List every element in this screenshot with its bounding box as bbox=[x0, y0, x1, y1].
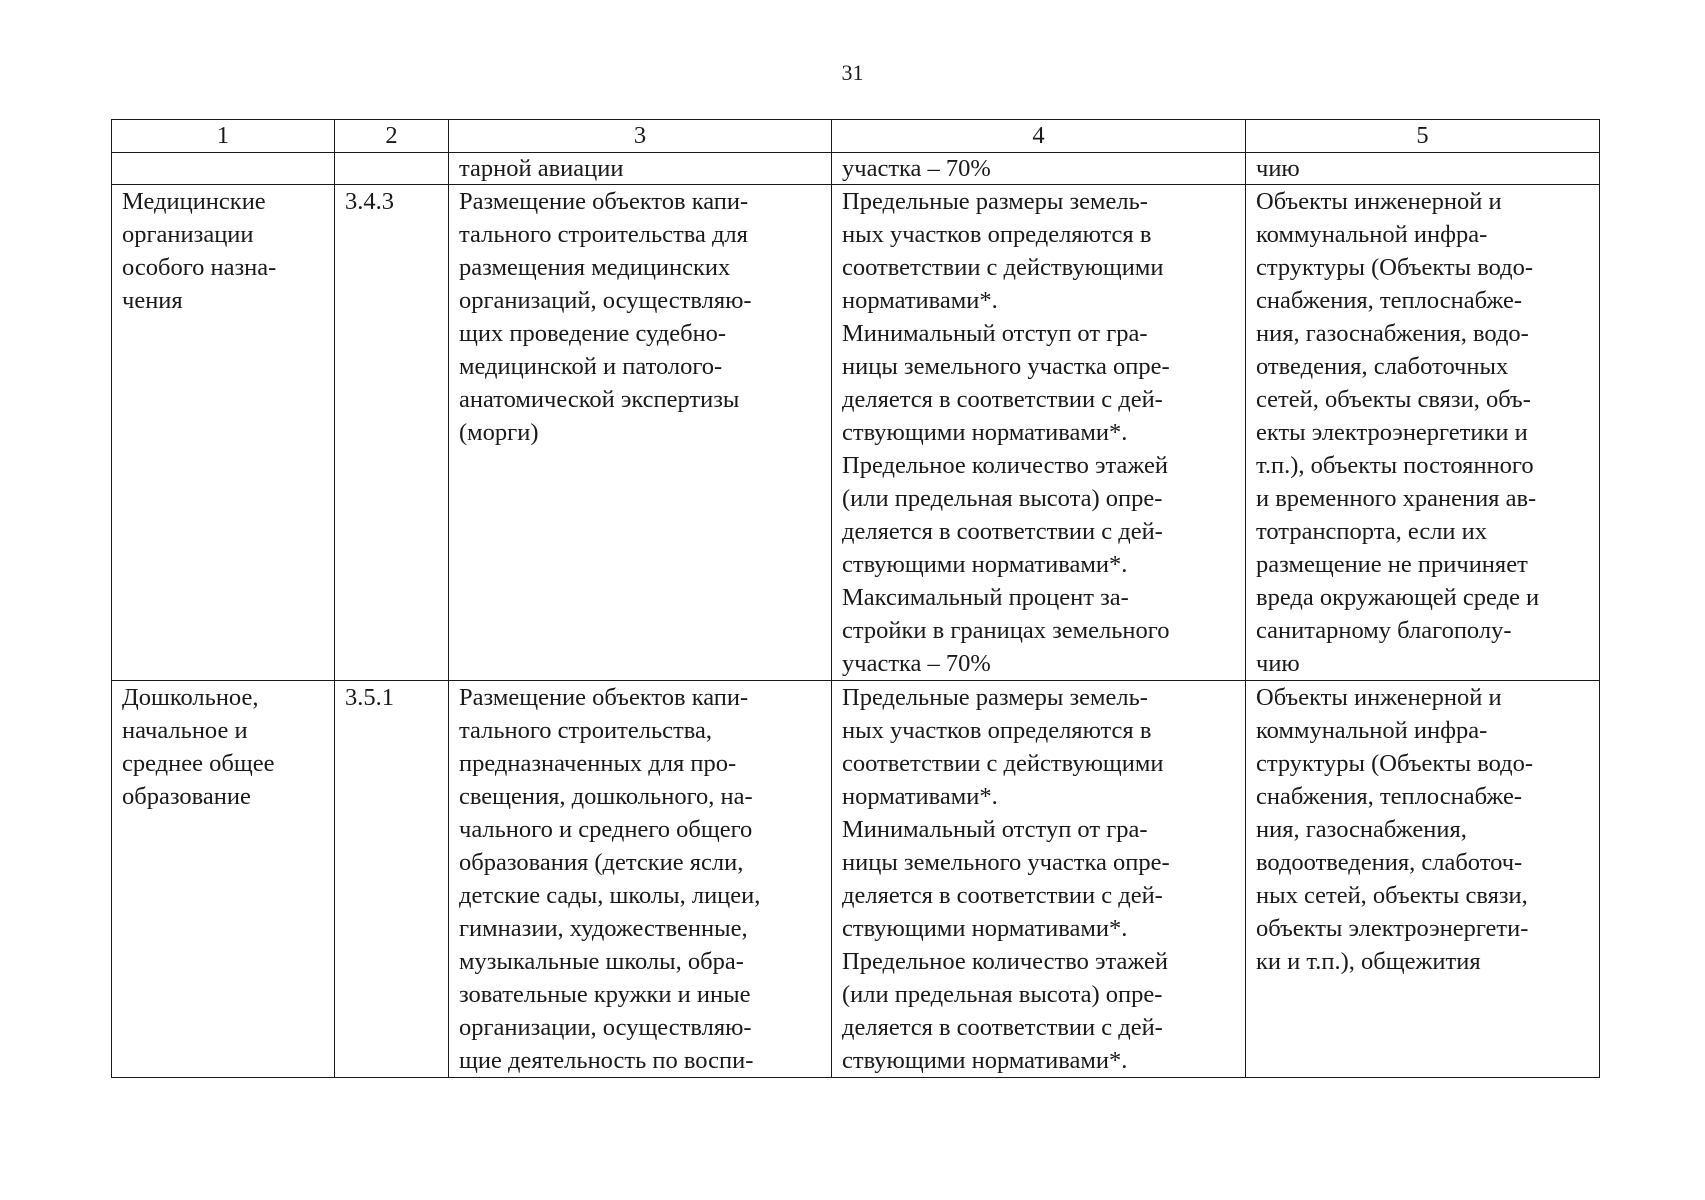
text-line: среднее общее bbox=[122, 750, 275, 777]
text-line: Минимальный отступ от гра- bbox=[842, 320, 1148, 347]
use-type-auxiliary bbox=[1246, 185, 1600, 681]
text-line: коммунальной инфра- bbox=[1256, 717, 1488, 744]
text-line: ствующими нормативами*. bbox=[842, 419, 1128, 446]
use-type-code: 3.4.3 bbox=[335, 185, 449, 681]
header-col-3: 3 bbox=[449, 120, 832, 153]
text-line: стройки в границах земельного bbox=[842, 617, 1170, 644]
text-line: предназначенных для про- bbox=[459, 750, 737, 777]
text-line: организации bbox=[122, 221, 254, 248]
text-line: Размещение объектов капи- bbox=[459, 188, 749, 215]
text-line: Предельное количество этажей bbox=[842, 948, 1168, 975]
text-line: тального строительства, bbox=[459, 717, 712, 744]
text-line: деляется в соответствии с дей- bbox=[842, 1014, 1163, 1041]
header-col-2: 2 bbox=[335, 120, 449, 153]
text-line: снабжения, теплоснабже- bbox=[1256, 783, 1523, 810]
text-line: коммунальной инфра- bbox=[1256, 221, 1488, 248]
text-line: детские сады, школы, лицеи, bbox=[459, 882, 761, 909]
text-line: ния, газоснабжения, bbox=[1256, 816, 1467, 843]
text-line: соответствии с действующими bbox=[842, 254, 1164, 281]
use-type-description bbox=[449, 681, 832, 1078]
text-line: гимназии, художественные, bbox=[459, 915, 748, 942]
text-line: Объекты инженерной и bbox=[1256, 684, 1502, 711]
use-type-auxiliary bbox=[1246, 681, 1600, 1078]
text-line: ницы земельного участка опре- bbox=[842, 849, 1170, 876]
text-line: структуры (Объекты водо- bbox=[1256, 254, 1534, 281]
text-line: отведения, слаботочных bbox=[1256, 353, 1509, 380]
text-line: деляется в соответствии с дей- bbox=[842, 882, 1163, 909]
text-line: и временного хранения ав- bbox=[1256, 485, 1537, 512]
text-line: тотранспорта, если их bbox=[1256, 518, 1488, 545]
text-line: образования (детские ясли, bbox=[459, 849, 744, 876]
text-line: Предельные размеры земель- bbox=[842, 188, 1148, 215]
table-header-row bbox=[112, 120, 1600, 153]
text-line: зовательные кружки и иные bbox=[459, 981, 751, 1008]
text-line: ных участков определяются в bbox=[842, 221, 1152, 248]
text-line: чения bbox=[122, 287, 183, 314]
text-line: водоотведения, слаботоч- bbox=[1256, 849, 1523, 876]
continuation-cell-2 bbox=[335, 153, 449, 185]
page-number: 31 bbox=[841, 60, 864, 85]
text-line: деляется в соответствии с дей- bbox=[842, 386, 1163, 413]
text-line: ствующими нормативами*. bbox=[842, 551, 1128, 578]
text-line: Медицинские bbox=[122, 188, 266, 215]
text-line: чию bbox=[1256, 650, 1300, 677]
text-line: Предельные размеры земель- bbox=[842, 684, 1148, 711]
text-line: организации, осуществляю- bbox=[459, 1014, 752, 1041]
text-line: Дошкольное, bbox=[122, 684, 259, 711]
use-type-name bbox=[112, 185, 335, 681]
table-row bbox=[112, 681, 1600, 1078]
use-type-parameters bbox=[832, 185, 1246, 681]
text-line: музыкальные школы, обра- bbox=[459, 948, 744, 975]
use-type-parameters bbox=[832, 681, 1246, 1078]
text-line: вреда окружающей среде и bbox=[1256, 584, 1540, 611]
text-line: размещение не причиняет bbox=[1256, 551, 1528, 578]
use-type-code: 3.5.1 bbox=[335, 681, 449, 1078]
text-line: ных сетей, объекты связи, bbox=[1256, 882, 1528, 909]
text-line: соответствии с действующими bbox=[842, 750, 1164, 777]
land-use-table bbox=[111, 119, 1600, 1078]
use-type-name bbox=[112, 681, 335, 1078]
text-line: особого назна- bbox=[122, 254, 277, 281]
text-line: анатомической экспертизы bbox=[459, 386, 740, 413]
text-line: объекты электроэнергети- bbox=[1256, 915, 1529, 942]
continuation-cell-3: тарной авиации bbox=[449, 153, 832, 185]
text-line: свещения, дошкольного, на- bbox=[459, 783, 753, 810]
text-line: Объекты инженерной и bbox=[1256, 188, 1502, 215]
text-line: щих проведение судебно- bbox=[459, 320, 727, 347]
text-line: начальное и bbox=[122, 717, 248, 744]
text-line: (морги) bbox=[459, 419, 539, 446]
text-line: санитарному благополу- bbox=[1256, 617, 1512, 644]
text-line: нормативами*. bbox=[842, 287, 998, 314]
text-line: ки и т.п.), общежития bbox=[1256, 948, 1481, 975]
text-line: образование bbox=[122, 783, 251, 810]
text-line: (или предельная высота) опре- bbox=[842, 485, 1163, 512]
header-col-5: 5 bbox=[1246, 120, 1600, 153]
text-line: (или предельная высота) опре- bbox=[842, 981, 1163, 1008]
text-line: Минимальный отступ от гра- bbox=[842, 816, 1148, 843]
text-line: екты электроэнергетики и bbox=[1256, 419, 1528, 446]
text-line: Предельное количество этажей bbox=[842, 452, 1168, 479]
text-line: размещения медицинских bbox=[459, 254, 731, 281]
text-line: сетей, объекты связи, объ- bbox=[1256, 386, 1531, 413]
text-line: ствующими нормативами*. bbox=[842, 915, 1128, 942]
continuation-cell-4: участка – 70% bbox=[832, 153, 1246, 185]
header-col-4: 4 bbox=[832, 120, 1246, 153]
text-line: тального строительства для bbox=[459, 221, 748, 248]
text-line: ных участков определяются в bbox=[842, 717, 1152, 744]
text-line: Размещение объектов капи- bbox=[459, 684, 749, 711]
text-line: структуры (Объекты водо- bbox=[1256, 750, 1534, 777]
continuation-cell-5: чию bbox=[1246, 153, 1600, 185]
text-line: участка – 70% bbox=[842, 650, 991, 677]
continuation-row bbox=[112, 153, 1600, 185]
text-line: медицинской и патолого- bbox=[459, 353, 723, 380]
text-line: ствующими нормативами*. bbox=[842, 1047, 1128, 1074]
use-type-description bbox=[449, 185, 832, 681]
text-line: Максимальный процент за- bbox=[842, 584, 1129, 611]
text-line: чального и среднего общего bbox=[459, 816, 753, 843]
text-line: ния, газоснабжения, водо- bbox=[1256, 320, 1529, 347]
text-line: снабжения, теплоснабже- bbox=[1256, 287, 1523, 314]
text-line: организаций, осуществляю- bbox=[459, 287, 752, 314]
text-line: т.п.), объекты постоянного bbox=[1256, 452, 1534, 479]
text-line: ницы земельного участка опре- bbox=[842, 353, 1170, 380]
text-line: щие деятельность по воспи- bbox=[459, 1047, 754, 1074]
text-line: деляется в соответствии с дей- bbox=[842, 518, 1163, 545]
text-line: нормативами*. bbox=[842, 783, 998, 810]
continuation-cell-1 bbox=[112, 153, 335, 185]
header-col-1: 1 bbox=[112, 120, 335, 153]
table-row bbox=[112, 185, 1600, 681]
